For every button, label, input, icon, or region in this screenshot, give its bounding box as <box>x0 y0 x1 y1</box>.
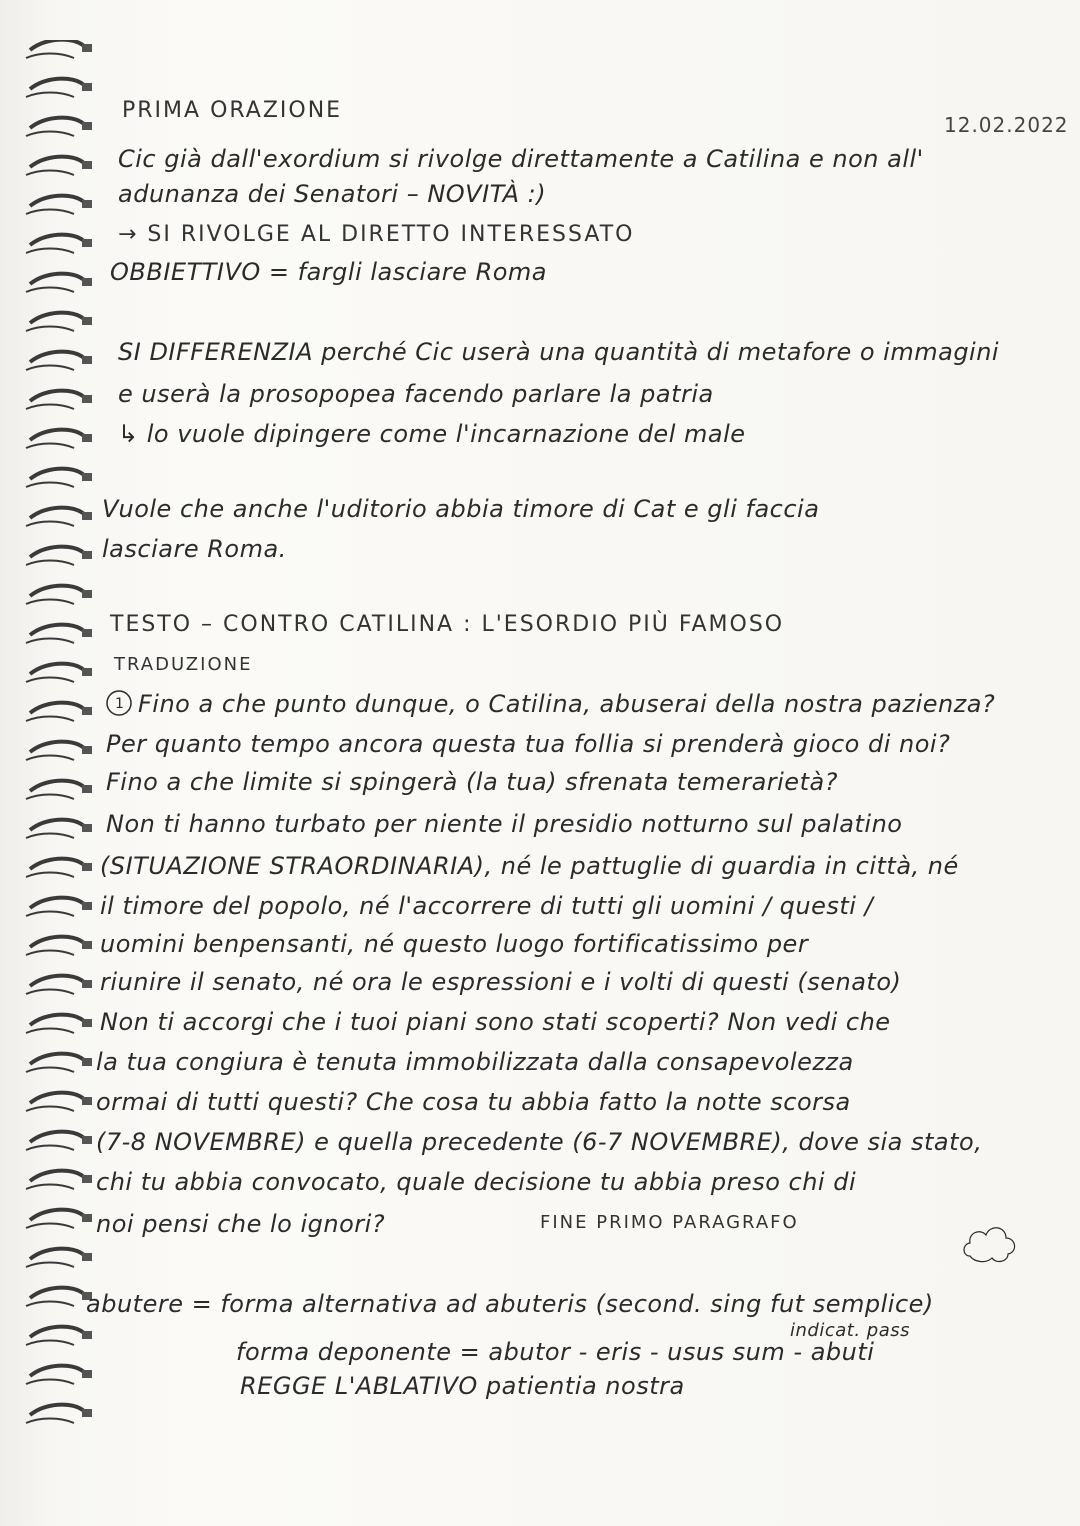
spiral-ring <box>26 366 74 371</box>
spiral-hole <box>82 434 92 442</box>
spiral-ring <box>26 1419 74 1424</box>
translation-line-13: chi tu abbia convocato, quale decisione tu abbia preso chi di <box>96 1168 857 1196</box>
spiral-hole <box>82 278 92 286</box>
spiral-ring <box>26 210 74 215</box>
translation-line-12: (7-8 NOVEMBRE) e quella precedente (6-7 NOVEMBRE), dove sia stato, <box>96 1128 983 1156</box>
spiral-ring <box>26 795 74 800</box>
spiral-ring <box>26 1380 74 1385</box>
note-title: PRIMA ORAZIONE <box>122 98 343 123</box>
spiral-hole <box>82 1058 92 1066</box>
spiral-ring <box>30 1327 84 1337</box>
spiral-ring <box>26 951 74 956</box>
spiral-hole <box>82 824 92 832</box>
spiral-hole <box>82 863 92 871</box>
spiral-ring <box>26 834 74 839</box>
spiral-ring <box>26 561 74 566</box>
spiral-hole <box>82 1175 92 1183</box>
difference-line-2: e userà la prosopopea facendo parlare la patria <box>118 380 714 408</box>
paragraph-number-circle <box>104 688 134 718</box>
grammar-line-3: REGGE L'ABLATIVO patientia nostra <box>240 1372 685 1400</box>
spiral-hole <box>82 980 92 988</box>
translation-line-14: noi pensi che lo ignori? <box>96 1210 386 1238</box>
spiral-ring <box>26 249 74 254</box>
spiral-hole <box>82 1214 92 1222</box>
translation-line-5: (SITUAZIONE STRAORDINARIA), né le pattuglie di guardia in città, né <box>100 852 959 880</box>
spiral-hole <box>82 1331 92 1339</box>
spiral-ring <box>26 405 74 410</box>
spiral-ring <box>30 313 84 323</box>
difference-line-1: SI DIFFERENZIA perché Cic userà una quantità di metafore o immagini <box>118 338 1000 366</box>
intro-line-1: Cic già dall'exordium si rivolge direttamente a Catilina e non all' <box>118 145 924 173</box>
spiral-ring <box>26 1224 74 1229</box>
spiral-ring <box>26 132 74 137</box>
spiral-ring <box>30 196 84 206</box>
spiral-binding <box>0 40 100 1460</box>
spiral-ring <box>30 1132 84 1142</box>
intro-line-4: OBBIETTIVO = fargli lasciare Roma <box>110 258 548 286</box>
spiral-ring <box>26 600 74 605</box>
translation-line-10: la tua congiura è tenuta immobilizzata dalla consapevolezza <box>96 1048 854 1076</box>
intro-line-3: → SI RIVOLGE AL DIRETTO INTERESSATO <box>118 222 635 247</box>
paragraph-number: 1 <box>115 696 124 712</box>
spiral-ring <box>30 1093 84 1103</box>
translation-line-3: Fino a che limite si spingerà (la tua) sfrenata temerarietà? <box>106 768 838 796</box>
spiral-ring <box>26 93 74 98</box>
difference-line-3: ↳ lo vuole dipingere come l'incarnazione del male <box>118 420 746 448</box>
grammar-line-1: abutere = forma alternativa ad abuteris (second. sing fut semplice) <box>86 1290 934 1318</box>
spiral-ring <box>30 1210 84 1220</box>
spiral-ring <box>30 1171 84 1181</box>
spiral-ring <box>30 469 84 479</box>
spiral-hole <box>82 200 92 208</box>
spiral-ring <box>26 717 74 722</box>
spiral-hole <box>82 746 92 754</box>
end-paragraph-label: FINE PRIMO PARAGRAFO <box>540 1212 799 1233</box>
spiral-ring <box>26 990 74 995</box>
grammar-annotation: indicat. pass <box>790 1320 910 1341</box>
spiral-hole <box>82 590 92 598</box>
spiral-hole <box>82 161 92 169</box>
translation-line-8: riunire il senato, né ora le espressioni e i volti di questi (senato) <box>100 968 902 996</box>
spiral-ring <box>26 678 74 683</box>
spiral-ring <box>26 1068 74 1073</box>
spiral-hole <box>82 239 92 247</box>
translation-label: TRADUZIONE <box>114 654 253 675</box>
translation-line-11: ormai di tutti questi? Che cosa tu abbia fatto la notte scorsa <box>96 1088 851 1116</box>
spiral-ring <box>26 171 74 176</box>
spiral-ring <box>26 1341 74 1346</box>
spiral-hole <box>82 1370 92 1378</box>
spiral-ring <box>30 781 84 791</box>
spiral-ring <box>26 54 74 59</box>
translation-line-4: Non ti hanno turbato per niente il presidio notturno sul palatino <box>106 810 903 838</box>
spiral-hole <box>82 122 92 130</box>
cloud-doodle <box>960 1218 1020 1268</box>
spiral-hole <box>82 551 92 559</box>
translation-line-6: il timore del popolo, né l'accorrere di tutti gli uomini / questi / <box>100 892 874 920</box>
translation-line-7: uomini benpensanti, né questo luogo fortificatissimo per <box>100 930 809 958</box>
spiral-hole <box>82 629 92 637</box>
spiral-ring <box>26 288 74 293</box>
spiral-ring <box>26 1302 74 1307</box>
spiral-hole <box>82 1097 92 1105</box>
spiral-hole <box>82 83 92 91</box>
spiral-ring <box>30 118 84 128</box>
spiral-ring <box>26 639 74 644</box>
spiral-ring <box>26 756 74 761</box>
spiral-ring <box>26 873 74 878</box>
spiral-ring <box>30 976 84 986</box>
spiral-ring <box>30 352 84 362</box>
spiral-hole <box>82 902 92 910</box>
spiral-ring <box>30 40 84 50</box>
spiral-ring <box>30 859 84 869</box>
spiral-ring <box>30 1288 84 1298</box>
audience-line-2: lasciare Roma. <box>102 535 287 563</box>
spiral-ring <box>26 1107 74 1112</box>
spiral-ring <box>30 79 84 89</box>
audience-line-1: Vuole che anche l'uditorio abbia timore di Cat e gli faccia <box>102 495 820 523</box>
spiral-hole <box>82 707 92 715</box>
translation-line-1: Fino a che punto dunque, o Catilina, abuserai della nostra pazienza? <box>138 690 996 718</box>
spiral-ring <box>30 703 84 713</box>
spiral-ring <box>26 483 74 488</box>
spiral-hole <box>82 512 92 520</box>
spiral-ring <box>26 1263 74 1268</box>
spiral-hole <box>82 356 92 364</box>
spiral-ring <box>30 547 84 557</box>
spiral-hole <box>82 317 92 325</box>
spiral-ring <box>26 327 74 332</box>
spiral-ring <box>26 1185 74 1190</box>
spiral-hole <box>82 1019 92 1027</box>
section-title: TESTO – CONTRO CATILINA : L'ESORDIO PIÙ FAMOSO <box>110 612 785 637</box>
spiral-hole <box>82 941 92 949</box>
spiral-ring <box>30 508 84 518</box>
spiral-ring <box>30 898 84 908</box>
translation-line-9: Non ti accorgi che i tuoi piani sono stati scoperti? Non vedi che <box>100 1008 891 1036</box>
spiral-ring <box>30 1054 84 1064</box>
intro-line-2: adunanza dei Senatori – NOVITÀ :) <box>118 180 547 208</box>
spiral-ring <box>30 157 84 167</box>
spiral-ring <box>30 430 84 440</box>
spiral-hole <box>82 1253 92 1261</box>
spiral-ring <box>30 391 84 401</box>
spiral-ring <box>26 912 74 917</box>
spiral-ring <box>26 1029 74 1034</box>
spiral-ring <box>30 586 84 596</box>
spiral-hole <box>82 668 92 676</box>
spiral-ring <box>30 820 84 830</box>
spiral-hole <box>82 473 92 481</box>
spiral-ring <box>30 274 84 284</box>
spiral-ring <box>30 1015 84 1025</box>
spiral-hole <box>82 395 92 403</box>
spiral-ring <box>30 937 84 947</box>
spiral-ring <box>26 522 74 527</box>
spiral-ring <box>30 742 84 752</box>
spiral-hole <box>82 1136 92 1144</box>
spiral-ring <box>30 235 84 245</box>
spiral-ring <box>30 1249 84 1259</box>
spiral-ring <box>30 1366 84 1376</box>
spiral-ring <box>30 664 84 674</box>
grammar-line-2: forma deponente = abutor - eris - usus sum - abuti <box>236 1338 875 1366</box>
spiral-hole <box>82 44 92 52</box>
translation-line-2: Per quanto tempo ancora questa tua follia si prenderà gioco di noi? <box>106 730 951 758</box>
spiral-ring <box>30 1405 84 1415</box>
spiral-ring <box>30 625 84 635</box>
spiral-ring <box>26 1146 74 1151</box>
spiral-hole <box>82 1409 92 1417</box>
spiral-hole <box>82 785 92 793</box>
note-date: 12.02.2022 <box>944 113 1069 137</box>
spiral-ring <box>26 444 74 449</box>
